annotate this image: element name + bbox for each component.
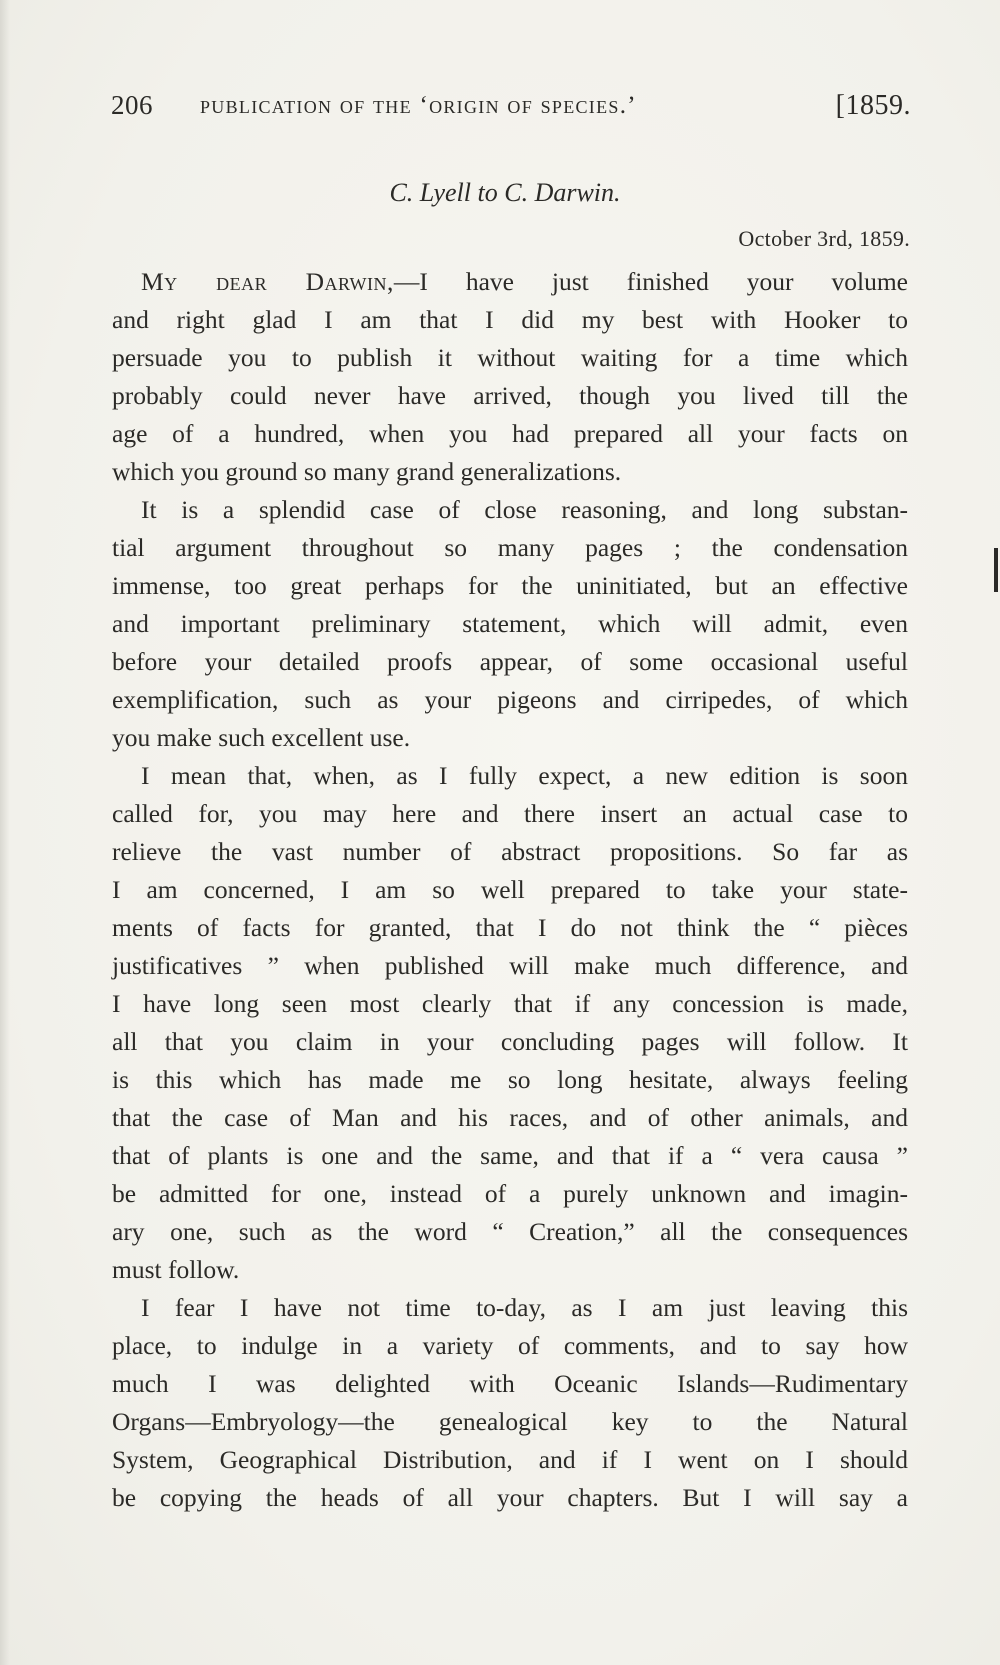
running-title: publication of the ‘origin of species.’	[200, 92, 637, 119]
text-line: that the case of Man and his races, and of other animals, and	[112, 1103, 908, 1132]
text-line: place, to indulge in a variety of comments, and to say how	[112, 1331, 908, 1360]
text-line: be admitted for one, instead of a purely unknown and imagin-	[112, 1179, 908, 1208]
salutation: My dear Darwin,	[141, 267, 394, 296]
text-line-content: —I have just finished your volume	[393, 267, 908, 296]
text-line: age of a hundred, when you had prepared all your facts on	[112, 419, 908, 448]
text-line: It is a splendid case of close reasoning, and long substan-	[141, 495, 908, 524]
text-line: justificatives ” when published will make much difference, and	[112, 951, 908, 980]
text-line: you make such excellent use.	[112, 723, 411, 752]
letter-title: C. Lyell to C. Darwin.	[389, 178, 621, 207]
text-line: tial argument throughout so many pages ; the condensation	[112, 533, 908, 562]
text-line: probably could never have arrived, though you lived till the	[112, 381, 908, 410]
text-line: relieve the vast number of abstract propositions. So far as	[112, 837, 908, 866]
header-year: [1859.	[835, 90, 911, 121]
text-line: called for, you may here and there insert an actual case to	[112, 799, 908, 828]
text-line: is this which has made me so long hesitate, always feeling	[112, 1065, 908, 1094]
text-line: much I was delighted with Oceanic Islands—Rudimentary	[112, 1369, 908, 1398]
text-line: I mean that, when, as I fully expect, a new edition is soon	[141, 761, 908, 790]
running-header	[111, 82, 911, 130]
text-line: I fear I have not time to-day, as I am just leaving this	[141, 1293, 908, 1322]
margin-mark	[994, 548, 998, 592]
text-line: Organs—Embryology—the genealogical key to the Natural	[112, 1407, 908, 1436]
text-line: before your detailed proofs appear, of some occasional useful	[112, 647, 908, 676]
text-line: and right glad I am that I did my best with Hooker to	[112, 305, 908, 334]
letter-body	[112, 263, 908, 1517]
page-number: 206	[111, 90, 153, 120]
text-line: that of plants is one and the same, and that if a “ vera causa ”	[112, 1141, 908, 1170]
page-gutter-shadow	[0, 0, 10, 1665]
text-line: ments of facts for granted, that I do not think the “ pièces	[112, 913, 908, 942]
text-line: which you ground so many grand generalizations.	[112, 457, 622, 486]
text-line: all that you claim in your concluding pages will follow. It	[112, 1027, 908, 1056]
letter-date: October 3rd, 1859.	[738, 226, 910, 251]
text-line	[112, 263, 908, 301]
text-line: be copying the heads of all your chapters. But I will say a	[112, 1483, 908, 1512]
text-line: I have long seen most clearly that if any concession is made,	[112, 989, 908, 1018]
text-line: persuade you to publish it without waiting for a time which	[112, 343, 908, 372]
text-line: ary one, such as the word “ Creation,” all the consequences	[112, 1217, 908, 1246]
text-line: exemplification, such as your pigeons and cirripedes, of which	[112, 685, 908, 714]
text-line: immense, too great perhaps for the uninitiated, but an effective	[112, 571, 908, 600]
text-line: and important preliminary statement, which will admit, even	[112, 609, 908, 638]
text-line: System, Geographical Distribution, and if I went on I should	[112, 1445, 908, 1474]
text-line: I am concerned, I am so well prepared to take your state-	[112, 875, 908, 904]
text-line: must follow.	[112, 1255, 240, 1284]
